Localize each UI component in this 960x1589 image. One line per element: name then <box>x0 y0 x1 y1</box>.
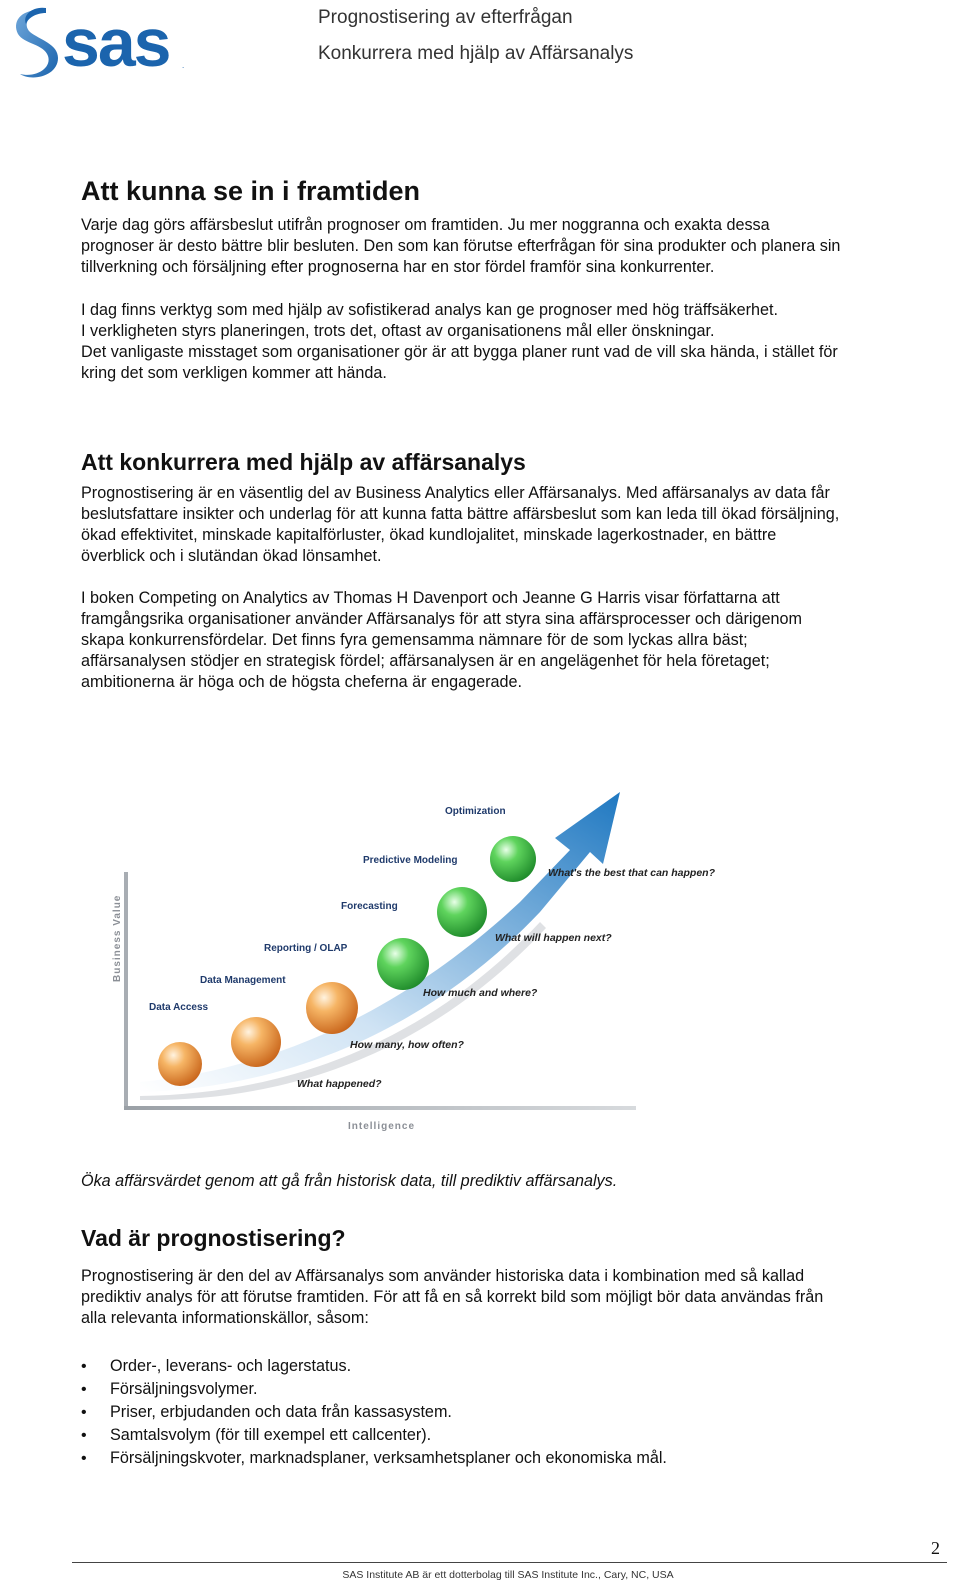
text-line: Det vanligaste misstaget som organisationer gör är att bygga planer runt vad de vill ska hända, i stället för <box>81 343 838 361</box>
y-axis-title: Business Value <box>112 894 123 982</box>
data-sources-list <box>81 1355 667 1470</box>
section3-title: Vad är prognostisering? <box>81 1225 346 1251</box>
footer-text: SAS Institute AB är ett dotterbolag till SAS Institute Inc., Cary, NC, USA <box>342 1569 674 1581</box>
text-line: I boken Competing on Analytics av Thomas H Davenport och Jeanne G Harris visar författarna att <box>81 589 780 607</box>
section2-paragraph-2 <box>81 588 947 693</box>
text-line: Varje dag görs affärsbeslut utifrån prognoser om framtiden. Ju mer noggranna och exakta dessa <box>81 216 770 234</box>
text-line: överblick och i slutändan ökad lönsamhet. <box>81 547 382 565</box>
stage-ball-optimization <box>490 836 536 882</box>
text-line: affärsanalysen stödjer en strategisk fördel; affärsanalysen är en angelägenhet för hela företaget; <box>81 652 770 670</box>
stage-label: Data Management <box>200 975 286 986</box>
section1-paragraph-2 <box>81 300 947 384</box>
text-line: beslutsfattare insikter och underlag för att kunna fatta bättre affärsbeslut som kan leda till ökad försäljning, <box>81 505 840 523</box>
x-axis-title: Intelligence <box>348 1121 416 1132</box>
question-label: What happened? <box>297 1078 382 1090</box>
stage-label: Optimization <box>445 806 506 817</box>
text-line: ökad effektivitet, minskade kapitalförluster, ökad kundlojalitet, minskade lagerkostnader, en bättre <box>81 526 777 544</box>
stage-label: Predictive Modeling <box>363 855 458 866</box>
question-label: What's the best that can happen? <box>548 867 716 879</box>
list-item: • Order-, leverans- och lagerstatus. <box>81 1355 667 1378</box>
text-line: prediktiv analys för att förutse framtiden. För att få en så korrekt bild som möjligt bör data användas från <box>81 1288 824 1306</box>
stage-ball-data-management <box>231 1017 281 1067</box>
text-line: prognoser är desto bättre blir besluten. Den som kan förutse efterfrågan för sina produkter och planera sin <box>81 237 841 255</box>
text-line: alla relevanta informationskällor, såsom: <box>81 1309 369 1327</box>
footer-divider <box>72 1562 947 1563</box>
stage-ball-forecasting <box>377 938 429 990</box>
list-item: • Försäljningskvoter, marknadsplaner, verksamhetsplaner och ekonomiska mål. <box>81 1447 667 1470</box>
figure-caption: Öka affärsvärdet genom att gå från historisk data, till prediktiv affärsanalys. <box>81 1172 618 1190</box>
question-label: How many, how often? <box>350 1039 464 1051</box>
text-line: ambitionerna är höga och de högsta cheferna är engagerade. <box>81 673 522 691</box>
section2-title: Att konkurrera med hjälp av affärsanalys <box>81 449 526 475</box>
section1-paragraph-1 <box>81 215 947 278</box>
y-axis-line <box>124 872 128 1110</box>
stage-label: Data Access <box>149 1002 209 1013</box>
list-item: • Priser, erbjudanden och data från kassasystem. <box>81 1401 667 1424</box>
text-line: skapa konkurrensfördelar. Det finns fyra gemensamma nämnare för de som lyckas allra bäst; <box>81 631 748 649</box>
text-line: Prognostisering är en väsentlig del av Business Analytics eller Affärsanalys. Med affärsanalys av data får <box>81 484 830 502</box>
question-label: How much and where? <box>423 987 538 999</box>
analytics-maturity-figure <box>100 752 740 1147</box>
stage-ball-data-access <box>158 1042 202 1086</box>
list-item: • Försäljningsvolymer. <box>81 1378 667 1401</box>
header-subtitle: Konkurrera med hjälp av Affärsanalys <box>318 43 634 64</box>
page-number: 2 <box>931 1538 940 1558</box>
section3-paragraph-1 <box>81 1266 947 1329</box>
stage-ball-reporting <box>306 982 358 1034</box>
text-line: I verkligheten styrs planeringen, trots det, oftast av organisationens mål eller önskningar. <box>81 322 715 340</box>
question-label: What will happen next? <box>495 932 612 944</box>
list-item: • Samtalsvolym (för till exempel ett callcenter). <box>81 1424 667 1447</box>
text-line: kring det som verkligen kommer att hända. <box>81 364 387 382</box>
stage-ball-predictive-modeling <box>437 887 487 937</box>
sas-logo <box>6 4 192 82</box>
svg-text:sas: sas <box>62 5 170 81</box>
svg-text:.: . <box>182 61 185 70</box>
stage-label: Forecasting <box>341 901 398 912</box>
text-line: framgångsrika organisationer använder Affärsanalys för att styra sina affärsprocesser och därigenom <box>81 610 803 628</box>
text-line: I dag finns verktyg som med hjälp av sofistikerad analys kan ge prognoser med hög träffsäkerhet. <box>81 301 779 319</box>
section1-title: Att kunna se in i framtiden <box>81 176 421 206</box>
x-axis-line <box>124 1106 636 1110</box>
header-title: Prognostisering av efterfrågan <box>318 7 573 28</box>
section2-paragraph-1 <box>81 483 947 567</box>
text-line: Prognostisering är den del av Affärsanalys som använder historiska data i kombination med så kallad <box>81 1267 805 1285</box>
stage-label: Reporting / OLAP <box>264 943 348 954</box>
text-line: tillverkning och försäljning efter prognoserna har en stor fördel framför sina konkurrenter. <box>81 258 715 276</box>
